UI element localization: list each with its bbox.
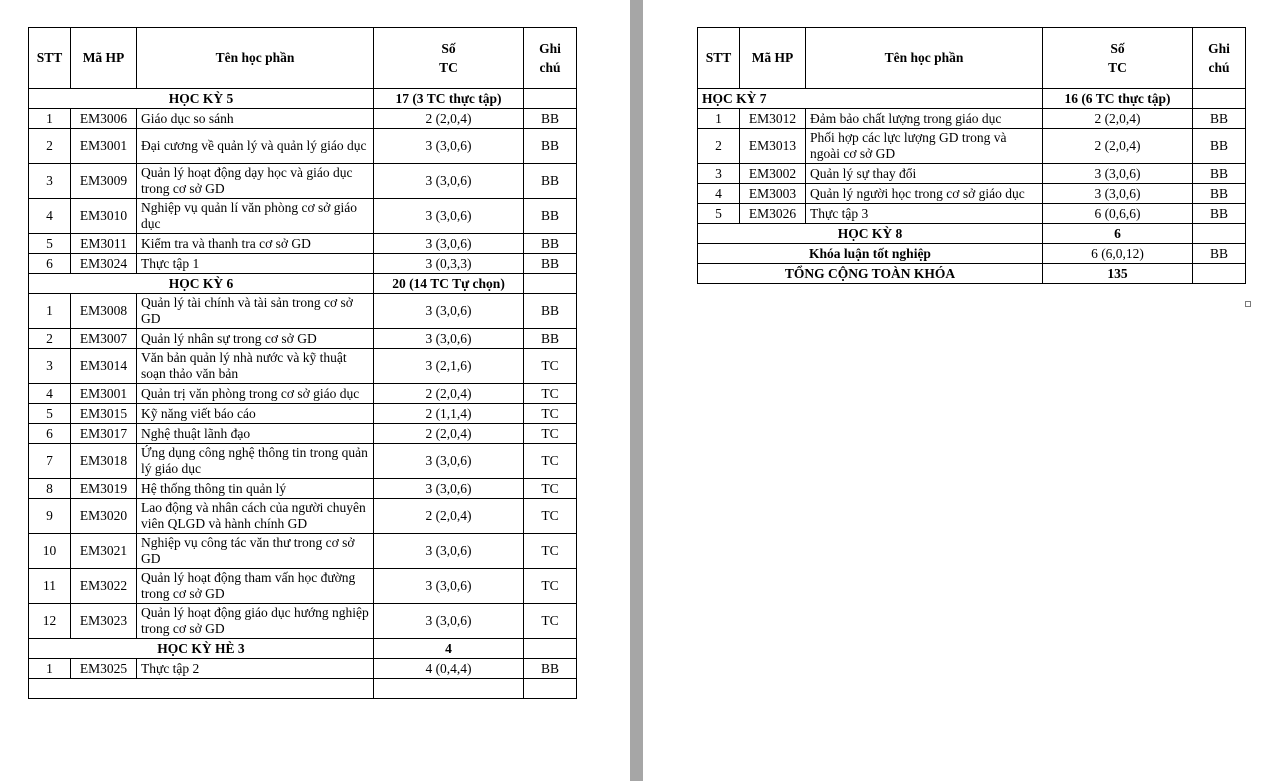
section-credits: 4 <box>374 639 524 659</box>
table-row: 9 EM3020 Lao động và nhân cách của người chuyên viên QLGD và hành chính GD 2 (2,0,4) TC <box>29 499 577 534</box>
section-title: HỌC KỲ 6 <box>29 274 374 294</box>
section-row <box>698 224 1246 244</box>
section-credits: 20 (14 TC Tự chọn) <box>374 274 524 294</box>
thesis-row <box>698 244 1246 264</box>
table-row: 1 EM3006 Giáo dục so sánh 2 (2,0,4) BB <box>29 109 577 129</box>
table-row: 3 EM3002 Quản lý sự thay đổi 3 (3,0,6) BB <box>698 164 1246 184</box>
thesis-credits: 6 (6,0,12) <box>1043 244 1193 264</box>
section-credits: 16 (6 TC thực tập) <box>1043 89 1193 109</box>
blank-row <box>29 679 577 699</box>
table-row: 8 EM3019 Hệ thống thông tin quản lý 3 (3,0,6) TC <box>29 479 577 499</box>
section-credits: 17 (3 TC thực tập) <box>374 89 524 109</box>
table-row: 1 EM3008 Quản lý tài chính và tài sản trong cơ sở GD 3 (3,0,6) BB <box>29 294 577 329</box>
table-row: 5 EM3026 Thực tập 3 6 (0,6,6) BB <box>698 204 1246 224</box>
header-ghi-chu: Ghi chú <box>524 28 577 89</box>
table-row: 5 EM3011 Kiểm tra và thanh tra cơ sở GD 3 (3,0,6) BB <box>29 234 577 254</box>
thesis-note: BB <box>1193 244 1246 264</box>
header-row <box>29 28 577 89</box>
total-label: TỔNG CỘNG TOÀN KHÓA <box>698 264 1043 284</box>
table-row: 4 EM3001 Quản trị văn phòng trong cơ sở giáo dục 2 (2,0,4) TC <box>29 384 577 404</box>
header-stt: STT <box>698 28 740 89</box>
total-row <box>698 264 1246 284</box>
section-title: HỌC KỲ 5 <box>29 89 374 109</box>
table-row: 12 EM3023 Quản lý hoạt động giáo dục hướng nghiệp trong cơ sở GD 3 (3,0,6) TC <box>29 604 577 639</box>
table-row: 3 EM3009 Quản lý hoạt động dạy học và giáo dục trong cơ sở GD 3 (3,0,6) BB <box>29 164 577 199</box>
header-ma-hp: Mã HP <box>740 28 806 89</box>
section-row <box>29 89 577 109</box>
table-row: 1 EM3012 Đảm bảo chất lượng trong giáo dục 2 (2,0,4) BB <box>698 109 1246 129</box>
section-row <box>29 639 577 659</box>
header-stt: STT <box>29 28 71 89</box>
table-row: 2 EM3013 Phối hợp các lực lượng GD trong và ngoài cơ sở GD 2 (2,0,4) BB <box>698 129 1246 164</box>
header-ghi-chu: Ghi chú <box>1193 28 1246 89</box>
section-row <box>698 89 1246 109</box>
header-ma-hp: Mã HP <box>71 28 137 89</box>
table-row: 2 EM3001 Đại cương về quản lý và quản lý giáo dục 3 (3,0,6) BB <box>29 129 577 164</box>
table-row: 6 EM3024 Thực tập 1 3 (0,3,3) BB <box>29 254 577 274</box>
section-title: HỌC KỲ 7 <box>698 89 1043 109</box>
section-credits: 6 <box>1043 224 1193 244</box>
thesis-label: Khóa luận tốt nghiệp <box>698 244 1043 264</box>
header-so-tc: Số TC <box>374 28 524 89</box>
curriculum-table-left <box>28 27 577 699</box>
table-row: 10 EM3021 Nghiệp vụ công tác văn thư trong cơ sở GD 3 (3,0,6) TC <box>29 534 577 569</box>
table-row: 3 EM3014 Văn bản quản lý nhà nước và kỹ thuật soạn thảo văn bản 3 (2,1,6) TC <box>29 349 577 384</box>
section-title: HỌC KỲ HÈ 3 <box>29 639 374 659</box>
table-row: 2 EM3007 Quản lý nhân sự trong cơ sở GD 3 (3,0,6) BB <box>29 329 577 349</box>
header-ten-hoc-phan: Tên học phần <box>806 28 1043 89</box>
table-row: 1 EM3025 Thực tập 2 4 (0,4,4) BB <box>29 659 577 679</box>
table-row: 6 EM3017 Nghệ thuật lãnh đạo 2 (2,0,4) TC <box>29 424 577 444</box>
curriculum-table-right <box>697 27 1246 284</box>
table-row: 4 EM3003 Quản lý người học trong cơ sở giáo dục 3 (3,0,6) BB <box>698 184 1246 204</box>
table-row: 4 EM3010 Nghiệp vụ quản lí văn phòng cơ sở giáo dục 3 (3,0,6) BB <box>29 199 577 234</box>
total-value: 135 <box>1043 264 1193 284</box>
table-resize-handle[interactable] <box>1245 301 1251 307</box>
header-row <box>698 28 1246 89</box>
header-so-tc: Số TC <box>1043 28 1193 89</box>
page-divider <box>630 0 643 781</box>
table-row: 11 EM3022 Quản lý hoạt động tham vấn học đường trong cơ sở GD 3 (3,0,6) TC <box>29 569 577 604</box>
section-title: HỌC KỲ 8 <box>698 224 1043 244</box>
table-row: 7 EM3018 Ứng dụng công nghệ thông tin trong quản lý giáo dục 3 (3,0,6) TC <box>29 444 577 479</box>
header-ten-hoc-phan: Tên học phần <box>137 28 374 89</box>
section-row <box>29 274 577 294</box>
table-row: 5 EM3015 Kỹ năng viết báo cáo 2 (1,1,4) TC <box>29 404 577 424</box>
